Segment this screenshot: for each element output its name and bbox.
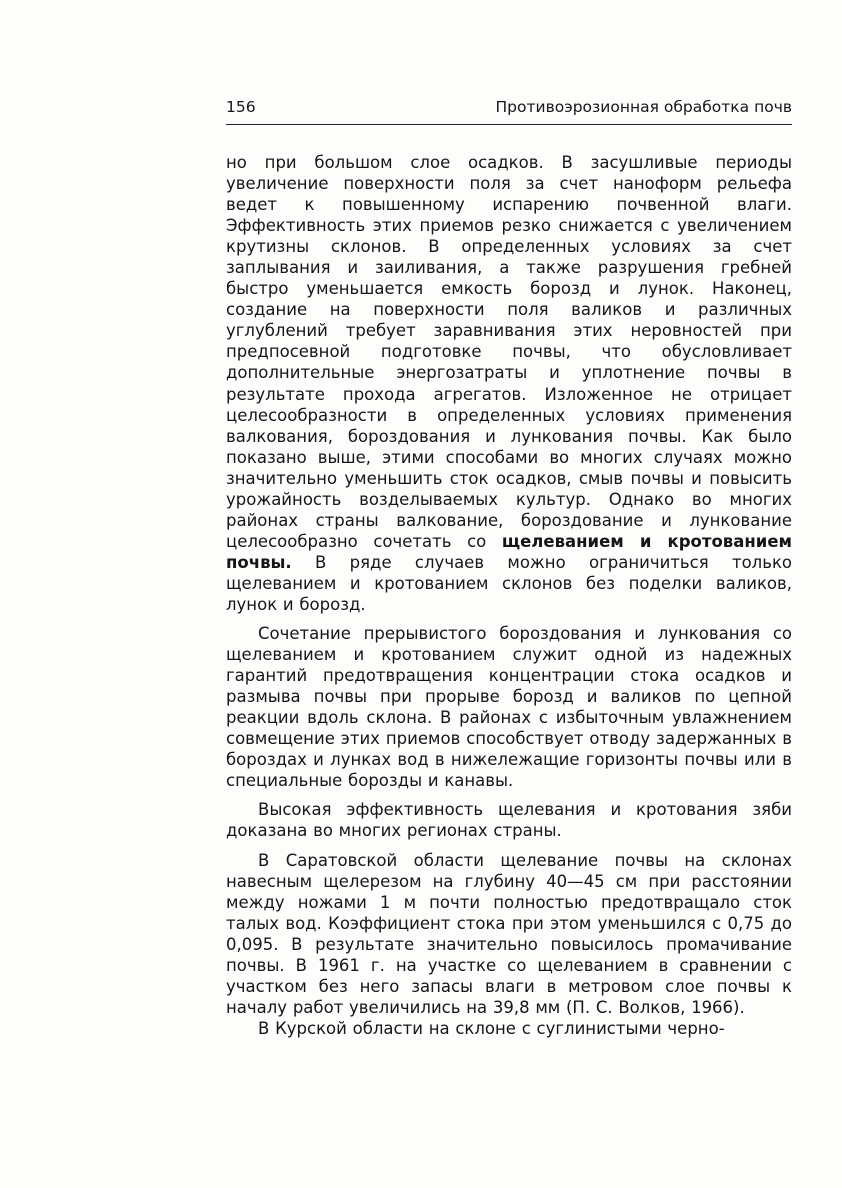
paragraph-text: В ряде случаев можно ограничиться только щелеванием и кротованием склонов без поделки валиков, лунок и борозд. [226,552,792,614]
paragraph-text: но при большом слое осадков. В засушливые периоды увеличение поверхности поля за счет наноформ рельефа ведет к повышенному испарению почвенной влаги. Эффективность этих приемов резко снижается с увеличением крутизны склонов. В определенных условиях за счет заплывания и заиливания, а также разрушения гребней быстро уменьшается емкость борозд и лунок. Наконец, создание на поверхности поля валиков и различных углублений требует заравнивания этих неровностей при предпосевной подготовке почвы, что обусловливает дополнительные энергозатраты и уплотнение почвы в результате прохода агрегатов. Изложенное не отрицает целесообразности в определенных условиях применения валкования, бороздования и лункования почвы. Как было показано выше, этими способами во многих случаях можно значительно уменьшить сток осадков, смыв почвы и повысить урожайность возделываемых культур. Однако во многих районах страны валкование, бороздование и лункование целесообразно сочетать со [226,153,792,551]
paragraph [226,152,792,615]
bold-term: щелеванием и кротованием почвы. [226,531,792,572]
page-number: 156 [226,98,256,116]
header-rule [226,124,792,125]
page-header [226,99,792,123]
running-title: Противоэрозионная обработка почв [495,98,792,116]
paragraph: Высокая эффективность щелевания и кротования зяби доказана во многих регионах страны. [226,800,792,841]
paragraph: В Саратовской области щелевание почвы на склонах навесным щелерезом на глубину 40—45 см при расстоянии между ножами 1 м почти полностью предотвращало сток талых вод. Коэффициент стока при этом уменьшился с 0,75 до 0,095. В результате значительно повысилось промачивание почвы. В 1961 г. на участке со щелеванием в сравнении с участком без него запасы влаги в метровом слое почвы к началу работ увеличились на 39,8 мм (П. С. Волков, 1966). [226,850,792,1017]
paragraph: В Курской области на склоне с суглинистыми черно- [258,1018,725,1038]
paragraph: Сочетание прерывистого бороздования и лункования со щелеванием и кротованием служит одной из надежных гарантий предотвращения концентрации стока осадков и размыва почвы при прорыве борозд и валиков по цепной реакции вдоль склона. В районах с избыточным увлажнением совмещение этих приемов способствует отводу задержанных в бороздах и лунках вод в нижележащие горизонты почвы или в специальные борозды и канавы. [226,624,792,791]
body-text [226,152,792,1047]
